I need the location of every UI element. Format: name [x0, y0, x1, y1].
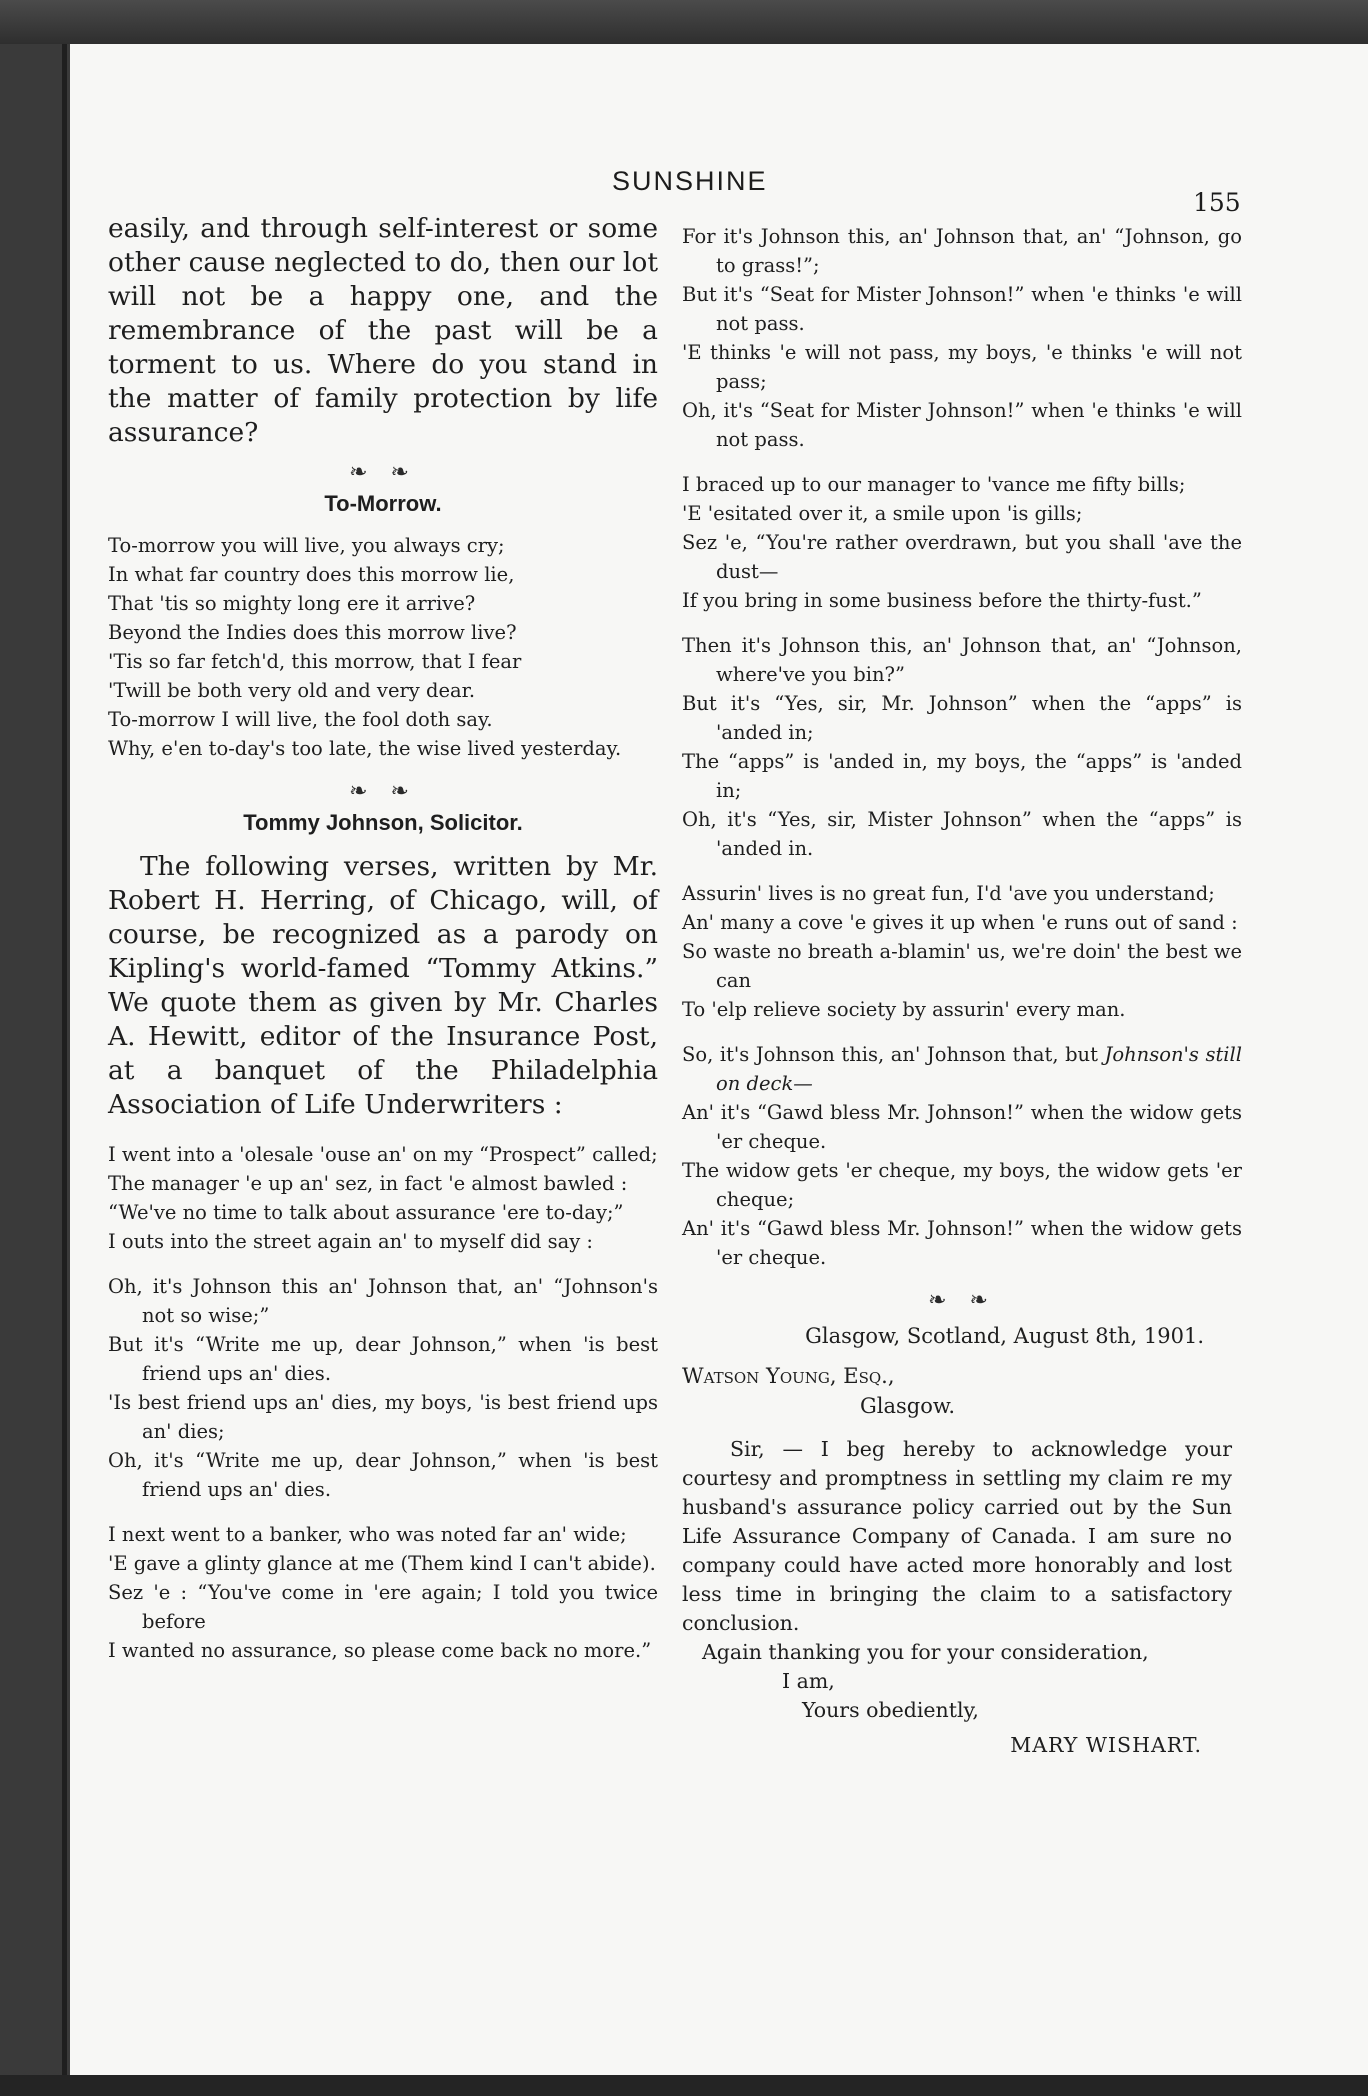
- verse-line: An' many a cove 'e gives it up when 'e runs out of sand :: [682, 911, 1238, 934]
- verse-line: To 'elp relieve society by assurin' every man.: [682, 998, 1126, 1021]
- verse-line: In what far country does this morrow lie,: [108, 563, 515, 586]
- left-column: [108, 212, 658, 1681]
- verse-line: To-morrow you will live, you always cry;: [108, 534, 505, 557]
- verse-line: Oh, it's Johnson this an' Johnson that, an' “Johnson's not so wise;”: [108, 1275, 658, 1327]
- letter-body: Sir, — I beg hereby to acknowledge your courtesy and promptness in settling my claim re my husband's assurance policy carried out by the Sun Life Assurance Company of Canada. I am sure no company could have acted more honorably and lost less time in bringing the claim to a satisfactory conclusion.: [682, 1437, 1232, 1635]
- verse-line: But it's “Write me up, dear Johnson,” when 'is best friend ups an' dies.: [108, 1333, 658, 1385]
- letter-closing-i-am: I am,: [782, 1669, 835, 1693]
- verse-line: 'E thinks 'e will not pass, my boys, 'e thinks 'e will not pass;: [682, 341, 1242, 393]
- stanza-3: [108, 1520, 658, 1665]
- verse-line: Oh, it's “Write me up, dear Johnson,” when 'is best friend ups an' dies.: [108, 1449, 658, 1501]
- verse-line: To-morrow I will live, the fool doth say.: [108, 708, 493, 731]
- verse-line: Beyond the Indies does this morrow live?: [108, 621, 517, 644]
- poem-title-to-morrow: To-Morrow.: [324, 491, 442, 516]
- stanza-5: [682, 470, 1242, 615]
- verse-line: I braced up to our manager to 'vance me fifty bills;: [682, 473, 1186, 496]
- verse-line: Assurin' lives is no great fun, I'd 'ave you understand;: [682, 882, 1215, 905]
- scan-border-top: [0, 0, 1368, 44]
- verse-line: If you bring in some business before the thirty-fust.”: [682, 589, 1202, 612]
- verse-line: 'Tis so far fetch'd, this morrow, that I fear: [108, 650, 522, 673]
- verse-line: But it's “Seat for Mister Johnson!” when 'e thinks 'e will not pass.: [682, 283, 1242, 335]
- verse-line: “We've no time to talk about assurance 'ere to-day;”: [108, 1201, 624, 1224]
- stanza-4: [682, 222, 1242, 454]
- verse-line: 'Is best friend ups an' dies, my boys, 'is best friend ups an' dies;: [108, 1391, 658, 1443]
- stanza-2: [108, 1272, 658, 1504]
- right-column: [682, 222, 1242, 1757]
- verse-line: 'Twill be both very old and very dear.: [108, 679, 476, 702]
- stanza-6: [682, 631, 1242, 863]
- verse-line: The widow gets 'er cheque, my boys, the widow gets 'er cheque;: [682, 1159, 1242, 1211]
- letter-closing-thanks: Again thanking you for your consideration,: [702, 1640, 1149, 1664]
- verse-line: [682, 1040, 1242, 1098]
- binding-gutter: [62, 44, 67, 2075]
- scan-border-bottom: [0, 2075, 1368, 2096]
- verse-line: Then it's Johnson this, an' Johnson that, an' “Johnson, where've you bin?”: [682, 634, 1242, 686]
- letter-addressee-name: Watson Young, Esq.,: [682, 1364, 895, 1388]
- stanza-1: [108, 1140, 658, 1256]
- verse-line: I wanted no assurance, so please come back no more.”: [108, 1639, 652, 1662]
- verse-line: Sez 'e : “You've come in 'ere again; I told you twice before: [108, 1581, 658, 1633]
- letter-signature: MARY WISHART.: [1010, 1733, 1202, 1757]
- running-head-title: SUNSHINE: [612, 166, 768, 196]
- verse-line: 'E 'esitated over it, a smile upon 'is gills;: [682, 502, 1083, 525]
- section-title-tommy-johnson: Tommy Johnson, Solicitor.: [243, 810, 523, 835]
- verse-line: Sez 'e, “You're rather overdrawn, but you shall 'ave the dust—: [682, 531, 1242, 583]
- verse-line-italic: Johnson's still on deck—: [716, 1043, 1243, 1095]
- stanza-7: [682, 879, 1242, 1024]
- ornament-leaves-icon: ❧ ❧: [928, 1288, 996, 1313]
- letter-addressee-city: Glasgow.: [860, 1394, 956, 1418]
- verse-line: Oh, it's “Yes, sir, Mister Johnson” when the “apps” is 'anded in.: [682, 808, 1242, 860]
- ornament-leaves-icon: ❧ ❧: [349, 460, 417, 485]
- letter-closing-yours: Yours obediently,: [802, 1698, 979, 1722]
- ornament-leaves-icon: ❧ ❧: [349, 779, 417, 804]
- verse-line: So waste no breath a-blamin' us, we're doin' the best we can: [682, 940, 1242, 992]
- verse-line: The “apps” is 'anded in, my boys, the “apps” is 'anded in;: [682, 750, 1242, 802]
- verse-line: An' it's “Gawd bless Mr. Johnson!” when the widow gets 'er cheque.: [682, 1101, 1242, 1153]
- poem-to-morrow: [108, 531, 658, 763]
- verse-line: I outs into the street again an' to myself did say :: [108, 1230, 593, 1253]
- verse-line: 'E gave a glinty glance at me (Them kind I can't abide).: [108, 1552, 656, 1575]
- verse-line: For it's Johnson this, an' Johnson that, an' “Johnson, go to grass!”;: [682, 225, 1242, 277]
- verse-line: The manager 'e up an' sez, in fact 'e almost bawled :: [108, 1172, 628, 1195]
- verse-line: Why, e'en to-day's too late, the wise lived yesterday.: [108, 737, 622, 760]
- verse-line: An' it's “Gawd bless Mr. Johnson!” when the widow gets 'er cheque.: [682, 1217, 1242, 1269]
- verse-line: Oh, it's “Seat for Mister Johnson!” when 'e thinks 'e will not pass.: [682, 399, 1242, 451]
- verse-line: But it's “Yes, sir, Mr. Johnson” when the “apps” is 'anded in;: [682, 692, 1242, 744]
- parody-intro-paragraph: The following verses, written by Mr. Robert H. Herring, of Chicago, will, of course, be recognized as a parody on Kipling's world-famed “Tommy Atkins.” We quote them as given by Mr. Charles A. Hewitt, editor of the Insurance Post, at a banquet of the Philadelphia Association of Life Underwriters :: [108, 851, 658, 1120]
- page-number: 155: [1193, 188, 1241, 217]
- verse-line-text: So, it's Johnson this, an' Johnson that, but: [682, 1043, 1098, 1066]
- verse-line: That 'tis so mighty long ere it arrive?: [108, 592, 476, 615]
- letter-dateline: Glasgow, Scotland, August 8th, 1901.: [805, 1324, 1204, 1348]
- stanza-8: [682, 1040, 1242, 1272]
- intro-paragraph: easily, and through self-interest or some other cause neglected to do, then our lot will not be a happy one, and the remembrance of the past will be a torment to us. Where do you stand in the matter of family protection by life assurance?: [108, 213, 658, 448]
- verse-line: I went into a 'olesale 'ouse an' on my “Prospect” called;: [108, 1143, 658, 1166]
- verse-line: I next went to a banker, who was noted far an' wide;: [108, 1523, 627, 1546]
